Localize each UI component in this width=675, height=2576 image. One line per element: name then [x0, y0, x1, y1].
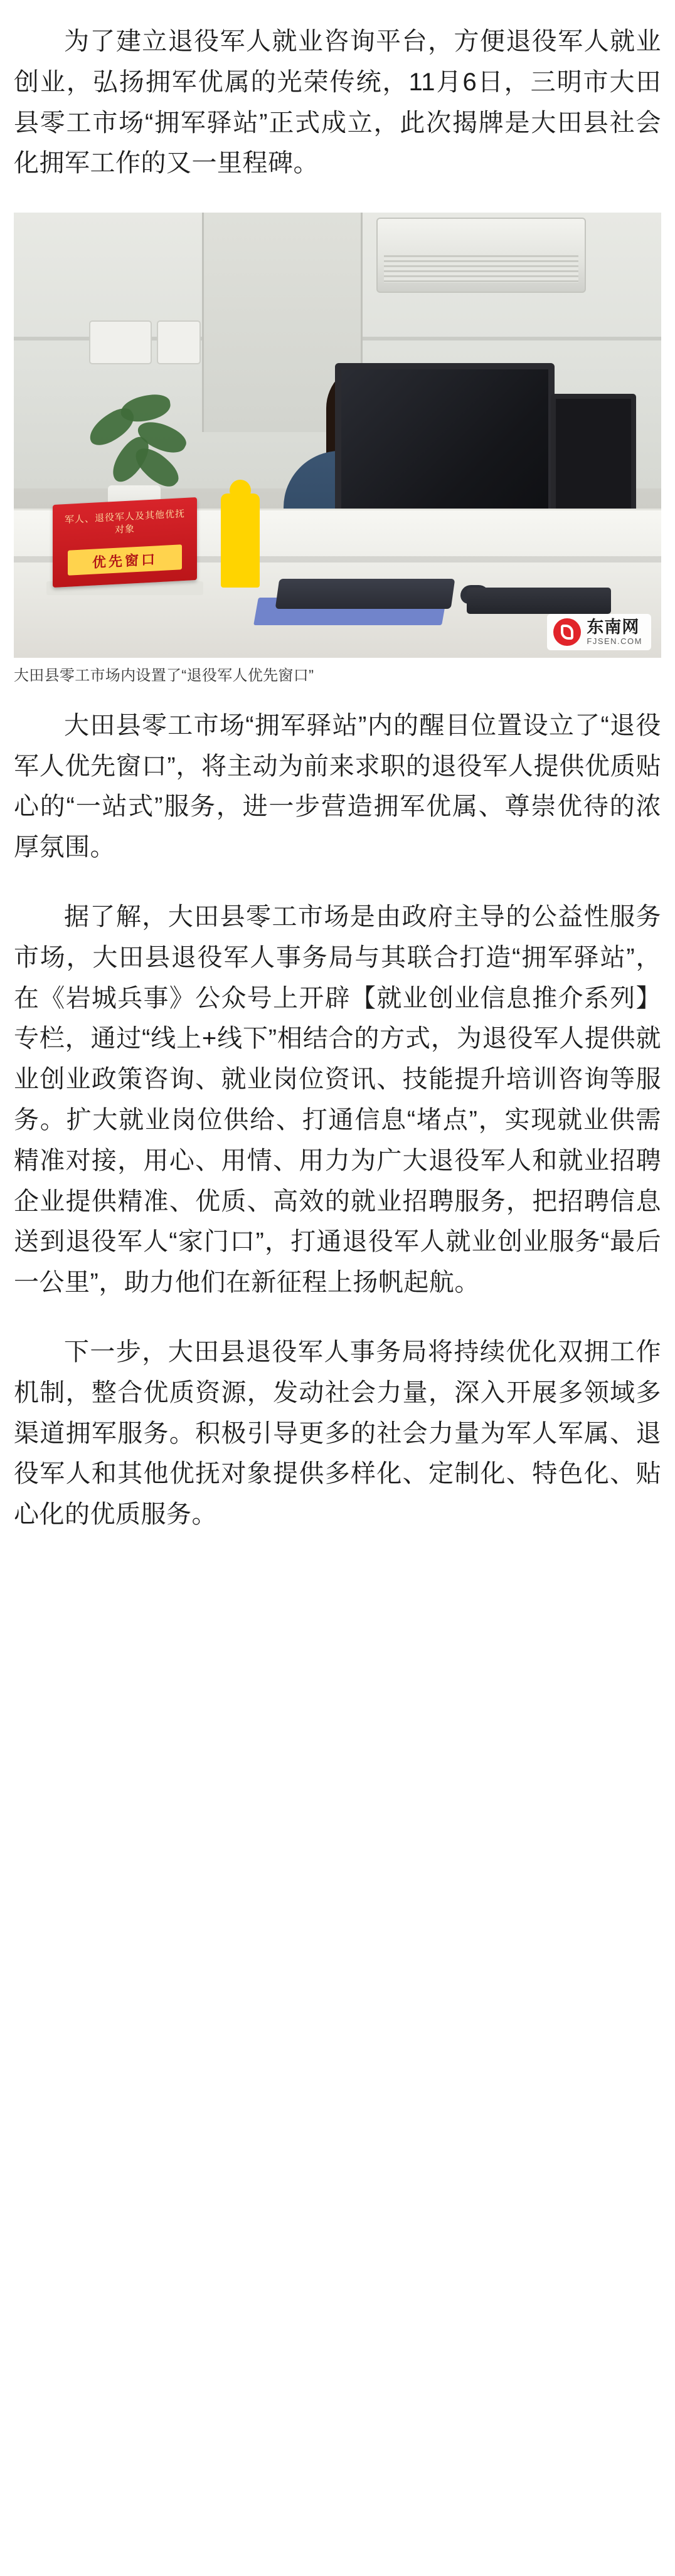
- fjsen-logo-icon: [553, 618, 581, 646]
- wall-outlet-1: [89, 320, 152, 364]
- sign-main-text: 优先窗口: [68, 544, 182, 576]
- article-figure: [14, 213, 661, 687]
- potted-plant-leaves: [84, 389, 189, 496]
- article-paragraph-2: 大田县零工市场“拥军驿站”内的醒目位置设立了“退役军人优先窗口”，将主动为前来求职的退役军人提供优质贴心的“一站式”服务，进一步营造拥军优属、尊崇优待的浓厚氛围。: [14, 711, 661, 862]
- watermark-domain: FJSEN.COM: [587, 636, 642, 646]
- figure-caption: 大田县零工市场内设置了“退役军人优先窗口”: [14, 667, 314, 685]
- air-conditioner: [376, 218, 586, 293]
- sign-top-text: 军人、退役军人及其他优抚对象: [64, 509, 185, 536]
- article-paragraph-4: 下一步，大田县退役军人事务局将持续优化双拥工作机制，整合优质资源，发动社会力量，深入开展多领域多渠道拥军服务。积极引导更多的社会力量为军人军属、退役军人和其他优抚对象提供多样化、定制化、特色化、贴心化的优质服务。: [14, 1338, 661, 1529]
- news-photo: [14, 213, 661, 658]
- article-paragraph-3: 据了解，大田县零工市场是由政府主导的公益性服务市场，大田县退役军人事务局与其联合打造“拥军驿站”，在《岩城兵事》公众号上开辟【就业创业信息推介系列】专栏，通过“线上+线下”相结合的方式，为退役军人提供就业创业政策咨询、就业岗位资讯、技能提升培训咨询等服务。扩大就业岗位供给、打通信息“堵点”，实现就业供需精准对接，用心、用情、用力为广大退役军人和就业招聘企业提供精准、优质、高效的就业招聘服务，把招聘信息送到退役军人“家门口”，打通退役军人就业创业服务“最后一公里”，助力他们在新征程上扬帆起航。: [14, 902, 661, 1297]
- article-paragraph-1: 为了建立退役军人就业咨询平台，方便退役军人就业创业，弘扬拥军优属的光荣传统，11月6日，三明市大田县零工市场“拥军驿站”正式成立，此次揭牌是大田县社会化拥军工作的又一里程碑。: [14, 28, 661, 177]
- second-keyboard: [467, 588, 611, 614]
- priority-window-sign: [53, 497, 197, 588]
- watermark: [547, 614, 651, 650]
- watermark-text: [587, 618, 642, 646]
- yellow-figure-body: [221, 494, 260, 588]
- wall-outlet-2: [157, 320, 201, 364]
- watermark-title: 东南网: [587, 618, 640, 637]
- keyboard: [275, 579, 455, 609]
- plant-leaf: [119, 393, 173, 425]
